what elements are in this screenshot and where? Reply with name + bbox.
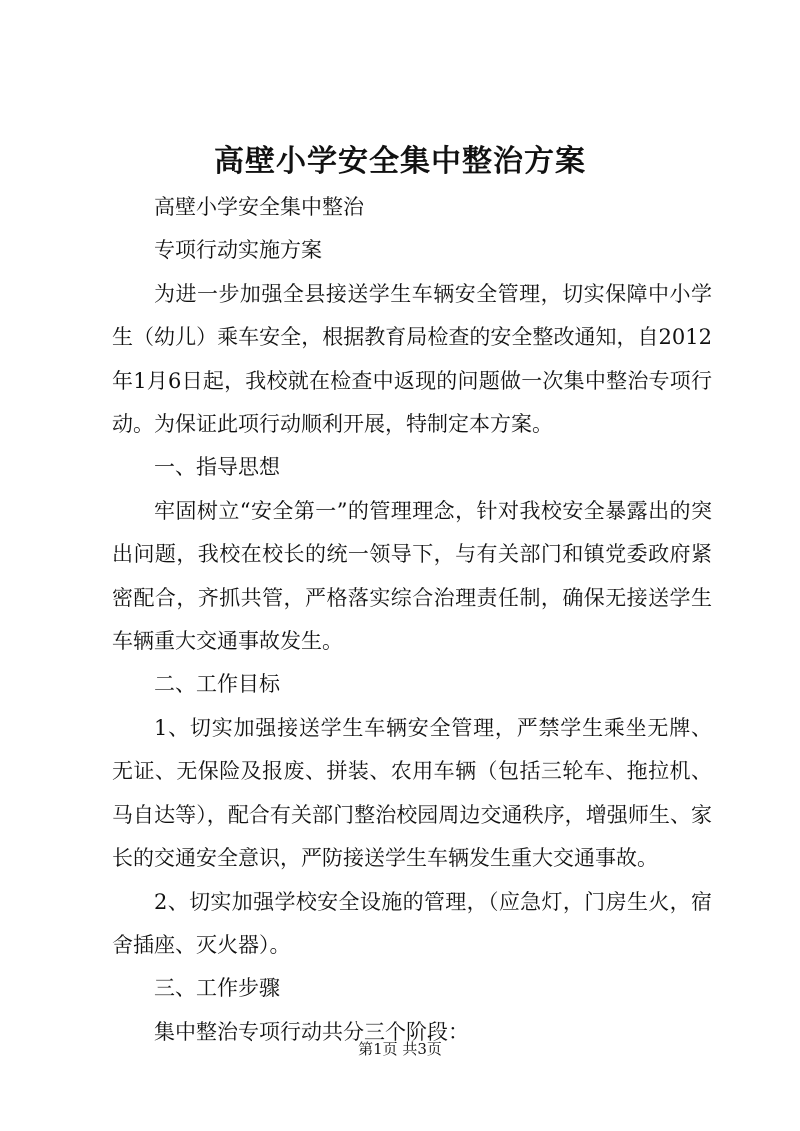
work-steps-paragraph: 集中整治专项行动共分三个阶段： — [154, 1019, 469, 1044]
section-heading-guiding-ideology: 一、指导思想 — [154, 455, 280, 480]
section-heading-work-goals: 二、工作目标 — [154, 672, 280, 697]
work-goal-item-1: 1、切实加强接送学生车辆安全管理，严禁学生乘坐无牌、无证、无保险及报废、拼装、农用车辆（包括三轮车、拖拉机、马自达等），配合有关部门整治校园周边交通秩序，增强师生、家长的交通安全意识，严防接送学生车辆发生重大交通事故。 — [112, 715, 712, 871]
subtitle-line-2: 专项行动实施方案 — [154, 238, 322, 263]
intro-paragraph: 为进一步加强全县接送学生车辆安全管理，切实保障中小学生（幼儿）乘车安全，根据教育局检查的安全整改通知，自2012年1月6日起，我校就在检查中返现的问题做一次集中整治专项行动。为保证此项行动顺利开展，特制定本方案。 — [112, 281, 712, 437]
document-body — [112, 186, 712, 1054]
page-number-footer: 第1页 共3页 — [358, 1040, 442, 1058]
subtitle-line-1: 高壁小学安全集中整治 — [154, 195, 364, 219]
guiding-ideology-paragraph: 牢固树立“安全第一”的管理理念，针对我校安全暴露出的突出问题，我校在校长的统一领导下，与有关部门和镇党委政府紧密配合，齐抓共管，严格落实综合治理责任制，确保无接送学生车辆重大交通事故发生。 — [112, 498, 712, 654]
section-heading-work-steps: 三、工作步骤 — [154, 976, 280, 1001]
document-title: 高壁小学安全集中整治方案 — [214, 144, 586, 179]
work-goal-item-2: 2、切实加强学校安全设施的管理，（应急灯，门房生火，宿舍插座、灭火器）。 — [112, 889, 712, 957]
